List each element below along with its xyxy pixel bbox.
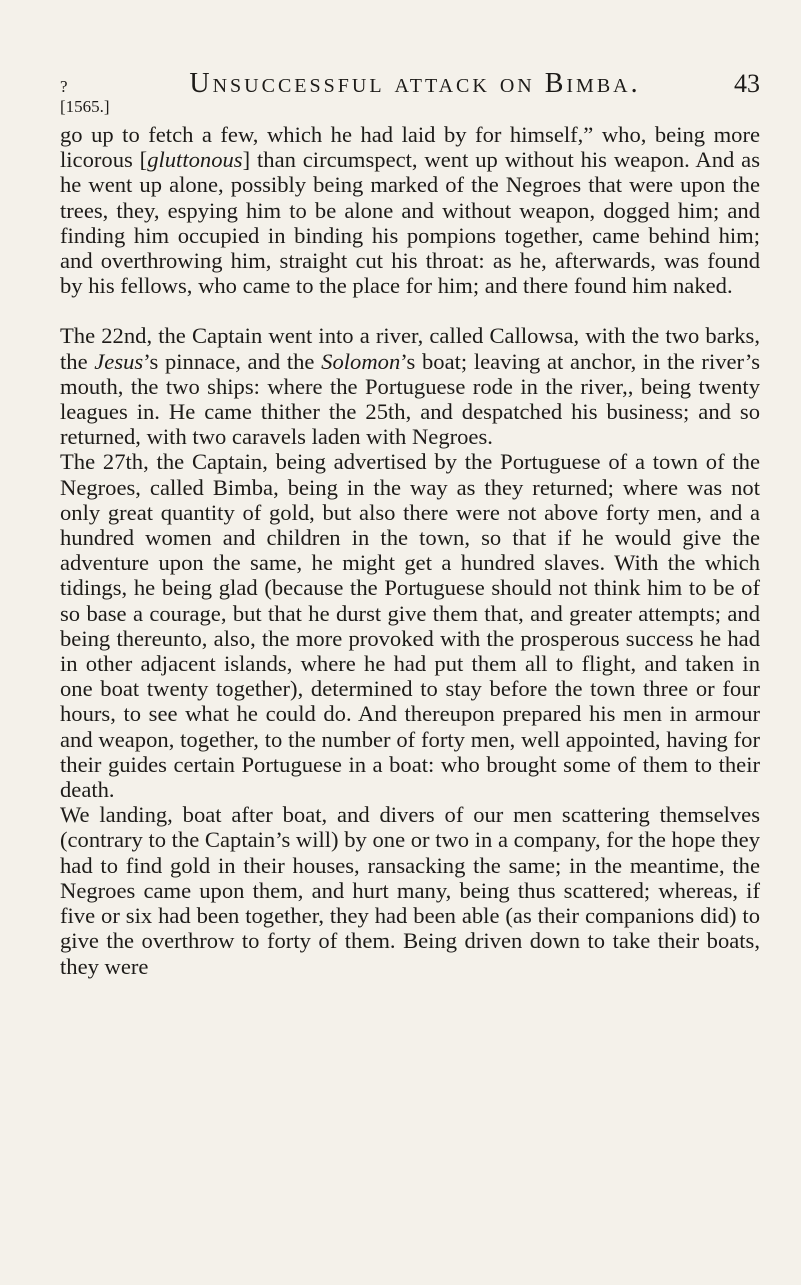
running-head — [60, 68, 760, 114]
paragraph — [60, 122, 760, 298]
paragraph — [60, 802, 760, 978]
paragraph — [60, 323, 760, 449]
italic-text: gluttonous — [147, 147, 243, 173]
book-page — [60, 68, 760, 979]
page-date: ? [1565.] — [60, 77, 110, 116]
text-run: ] than circumspect, went up without his weapon. And as he went up alone, possibly being marked of the Negroes that were upon the trees, they, espying him to be alone and without weapon, dogged him; and finding him occupied in binding his pompions together, came behind him; and overthrowing him, straight cut his throat: as he, afterwards, was found by his fellows, who came to the place for him; and there found him naked. — [60, 147, 760, 299]
italic-text: Solomon — [321, 348, 401, 374]
paragraph — [60, 449, 760, 802]
italic-text: Jesus — [94, 348, 144, 374]
text-run: ’s pinnace, and the — [143, 348, 322, 374]
text-run: go up to fetch a few, which he had laid by for himself,” who, being more licorous [ — [60, 122, 760, 173]
text-run: We landing, boat after boat, and divers of our men scattering themselves (contrary to the Captain’s will) by one or two in a company, for the hope they had to find gold in their houses, ransacking the same; in the meantime, the Negroes came upon them, and hurt many, being thus scattered; whereas, if five or six had been together, they had been able (as their companions did) to give the overthrow to forty of them. Being driven down to take their boats, they were — [60, 802, 761, 979]
page-title: Unsuccessful attack on Bimba. — [189, 68, 641, 99]
text-run: The 22nd, the Captain went into a river, called Callowsa, with the two barks, the — [60, 323, 760, 374]
page-number: 43 — [734, 69, 760, 98]
body-text — [60, 122, 760, 979]
text-run: The 27th, the Captain, being advertised by the Portuguese of a town of the Negroes, called Bimba, being in the way as they returned; where was not only great quantity of gold, but also there were not above forty men, and a hundred women and children in the town, so that if he would give the adventure upon the same, he might get a hundred slaves. With the which tidings, he being glad (because the Portuguese should not think him to be of so base a courage, but that he durst give them that, and greater attempts; and being thereunto, also, the more provoked with the prosperous success he had in other adjacent islands, where he had put them all to flight, and taken in one boat twenty together), determined to stay before the town three or four hours, to see what he could do. And thereupon prepared his men in armour and weapon, together, to the number of forty men, well appointed, having for their guides certain Portuguese in a boat: who brought some of them to their death. — [60, 449, 760, 803]
text-run: ’s boat; leaving at anchor, in the river’s mouth, the two ships: where the Portuguese rode in the river,, being twenty leagues in. He came thither the 25th, and despatched his business; and so returned, with two caravels laden with Negroes. — [60, 348, 760, 450]
